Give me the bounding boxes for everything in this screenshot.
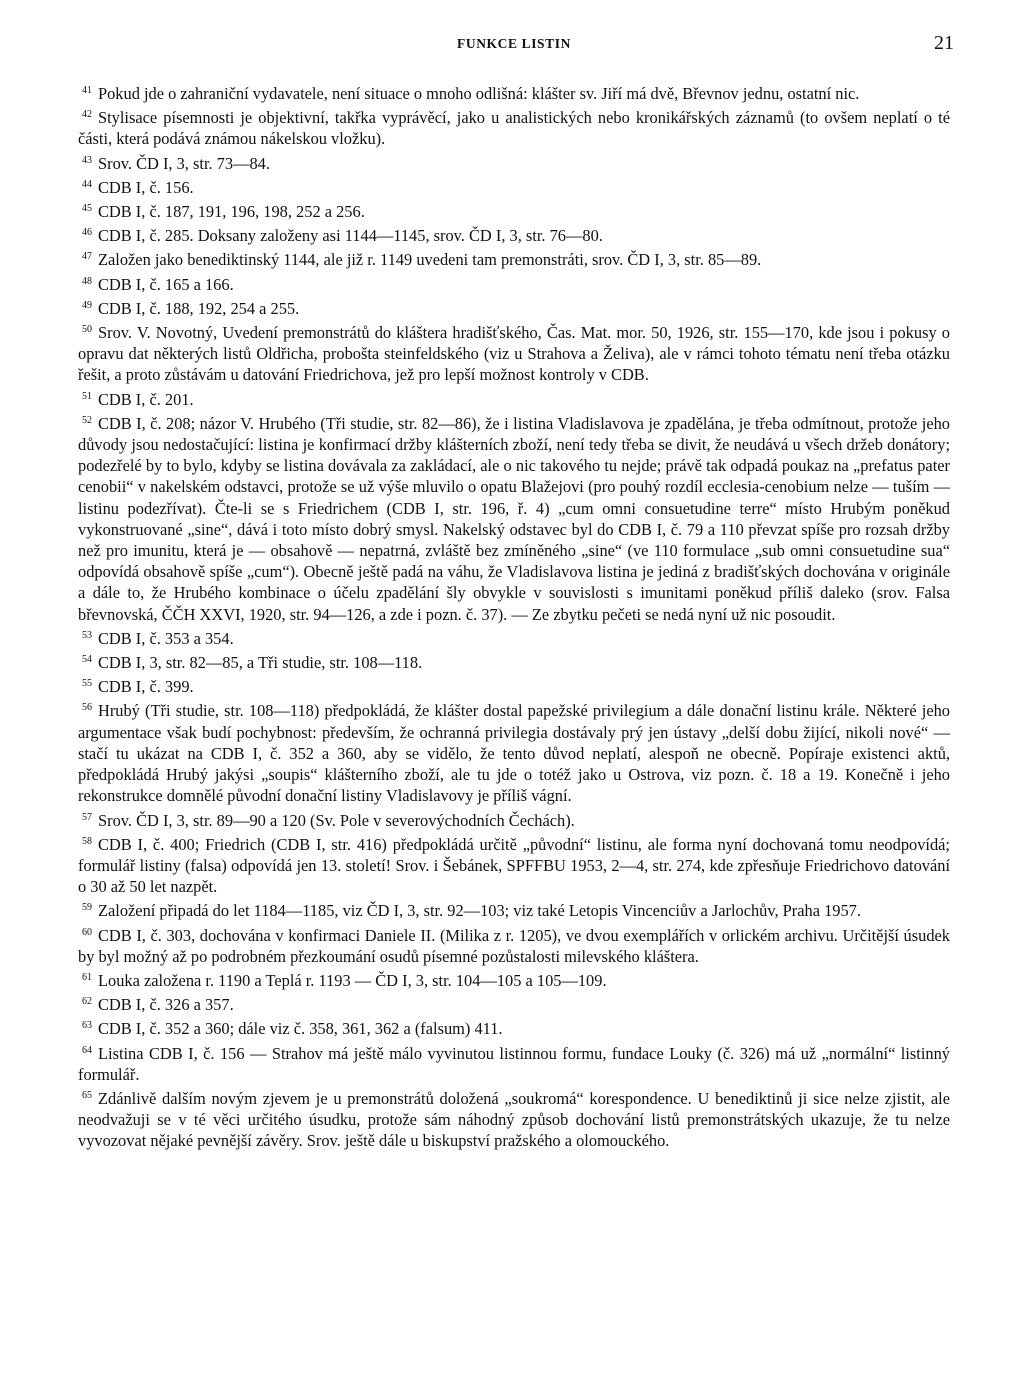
footnote-number: 47 — [82, 251, 92, 263]
footnote-number: 43 — [82, 154, 92, 166]
footnote-42 — [78, 104, 950, 149]
footnote-text: Listina CDB I, č. 156 — Strahov má ještě málo vyvinutou listinnou formu, fundace Louky (č. 326) má už „normální“ listinný formulář. — [78, 1043, 950, 1084]
footnote-60 — [78, 922, 950, 967]
footnote-55 — [78, 673, 950, 697]
footnote-65 — [78, 1085, 950, 1152]
footnote-text: Pokud jde o zahraniční vydavatele, není situace o mnoho odlišná: klášter sv. Jiří má dvě, Břevnov jednu, ostatní nic. — [98, 84, 860, 103]
footnote-text: CDB I, č. 326 a 357. — [98, 995, 234, 1015]
footnote-number: 41 — [82, 85, 92, 96]
footnotes — [78, 80, 950, 1152]
footnote-63 — [78, 1015, 950, 1039]
footnote-number: 62 — [82, 996, 92, 1008]
page — [78, 32, 954, 1152]
footnote-text: Založení připadá do let 1184—1185, viz ČD I, 3, str. 92—103; viz také Letopis Vincenciův a Jarlochův, Praha 1957. — [98, 901, 861, 921]
footnote-number: 55 — [82, 678, 92, 690]
footnote-number: 63 — [82, 1020, 92, 1032]
footnote-text: Louka založena r. 1190 a Teplá r. 1193 — ČD I, 3, str. 104—105 a 105—109. — [98, 970, 607, 990]
footnote-text: CDB I, č. 208; názor V. Hrubého (Tři studie, str. 82—86), že i listina Vladislavova je zpadělána, je třeba odmítnout, protože jeho důvody jsou nedostačující: listina je konfirmací držby klášterních zboží, není tedy třeba se divit, že neudává u všech držeb donátory; podezřelé by to bylo, kdyby se listina dovávala za zakládací, ale o nic takového tu nejde; právě tak odpadá poukaz na „prefatus pater cenobii“ v nakelském odstavci, protože se už výše mluvilo o opatu Blažejovi (pro pouhý rozdíl ecclesia-cenobium nelze — tuším — listinu podezřívat). Čte-li se s Friedrichem (CDB I, str. 196, ř. 4) „cum omni consuetudine terre“ místo Hrubým poněkud vykonstruované „sine“, dává i toto místo dobrý smysl. Nakelský odstavec byl do CDB I, č. 79 a 110 převzat spíše pro rozsah držby než pro imunitu, která je — obsahově — nepatrná, zvláště bez zmíněného „sine“ (ve 110 formulace „sub omni consuetudine sua“ odpovídá obsahově spíše „cum“). Obecně ještě padá na váhu, že Vladislavova listina je jediná z bradišťských dochována v originále a dále to, že Hrubého kombinace o účelu zpadělání šly obvykle v souvislosti s imunitami poněkud příliš daleko (srov. Falsa břevnovská, ČČH XXVI, 1920, str. 94—126, a zde i pozn. č. 37). — Ze zbytku pečeti se nedá nyní už nic posoudit. — [78, 413, 950, 624]
footnote-text: CDB I, č. 165 a 166. — [98, 274, 234, 294]
footnote-text: CDB I, č. 400; Friedrich (CDB I, str. 416) předpokládá určitě „původní“ listinu, ale forma nyní dochovaná tomu neodpovídá; formulář listiny (falsa) odpovídá jen 13. století! Srov. i Šebánek, SPFFBU 1953, 2—4, str. 274, kde zpřesňuje Friedrichovo datování o 30 až 50 let nazpět. — [78, 834, 950, 897]
footnote-number: 53 — [82, 629, 92, 641]
footnote-text: Zdánlivě dalším novým zjevem je u premonstrátů doložená „soukromá“ korespondence. U benediktinů ji sice nelze zjistit, ale neodvažuji se v té věci určitého úsudku, protože sám náhodný způsob dochování listů premonstrátských ukazuje, že tu nelze vyvozovat nějaké pevnější závěry. Srov. ještě dále u biskupství pražského a olomouckého. — [78, 1088, 950, 1151]
footnote-number: 50 — [82, 324, 92, 336]
footnote-text: CDB I, č. 285. Doksany založeny asi 1144—1145, srov. ČD I, 3, str. 76—80. — [98, 226, 603, 246]
footnote-46 — [78, 222, 950, 246]
footnote-text: CDB I, č. 201. — [98, 389, 194, 409]
footnote-41 — [78, 80, 950, 104]
footnote-text: CDB I, č. 353 a 354. — [98, 628, 234, 648]
footnote-58 — [78, 831, 950, 898]
footnote-number: 45 — [82, 203, 92, 215]
footnote-59 — [78, 897, 950, 921]
page-number: 21 — [934, 32, 954, 54]
footnote-62 — [78, 991, 950, 1015]
footnote-number: 42 — [82, 109, 92, 121]
footnote-number: 52 — [82, 414, 92, 426]
footnote-text: Srov. ČD I, 3, str. 89—90 a 120 (Sv. Pole v severovýchodních Čechách). — [98, 810, 575, 830]
footnote-number: 44 — [82, 178, 92, 190]
footnote-56 — [78, 697, 950, 806]
footnote-number: 61 — [82, 971, 92, 983]
footnote-text: CDB I, č. 352 a 360; dále viz č. 358, 361, 362 a (falsum) 411. — [98, 1019, 503, 1039]
footnote-64 — [78, 1040, 950, 1085]
footnote-text: CDB I, č. 303, dochována v konfirmaci Daniele II. (Milika z r. 1205), ve dvou exemplářích v orlickém archivu. Určitější úsudek by byl možný až po podrobném přezkoumání osudů písemné pozůstalosti milevského kláštera. — [78, 925, 950, 966]
footnote-45 — [78, 198, 950, 222]
footnote-54 — [78, 649, 950, 673]
footnote-text: Srov. ČD I, 3, str. 73—84. — [98, 153, 270, 173]
footnote-number: 56 — [82, 702, 92, 714]
footnote-number: 54 — [82, 654, 92, 666]
footnote-text: CDB I, č. 399. — [98, 677, 194, 697]
footnote-text: CDB I, č. 188, 192, 254 a 255. — [98, 298, 300, 318]
footnote-number: 48 — [82, 275, 92, 287]
page-header — [78, 32, 954, 62]
footnote-43 — [78, 150, 950, 174]
footnote-text: CDB I, č. 187, 191, 196, 198, 252 a 256. — [98, 202, 365, 222]
footnote-text: Stylisace písemnosti je objektivní, takřka vyprávěcí, jako u analistických nebo kronikářských záznamů (to ovšem neplatí o té části, která podává známou nákelskou vložku). — [78, 108, 950, 149]
footnote-50 — [78, 319, 950, 386]
footnote-57 — [78, 807, 950, 831]
running-head: FUNKCE LISTIN — [457, 36, 571, 51]
footnote-53 — [78, 625, 950, 649]
footnote-number: 49 — [82, 299, 92, 311]
footnote-number: 65 — [82, 1089, 92, 1101]
footnote-51 — [78, 386, 950, 410]
footnote-number: 64 — [82, 1044, 92, 1056]
footnote-number: 59 — [82, 902, 92, 914]
footnote-number: 58 — [82, 835, 92, 847]
footnote-number: 51 — [82, 390, 92, 402]
footnote-number: 60 — [82, 926, 92, 938]
footnote-61 — [78, 967, 950, 991]
footnote-text: Hrubý (Tři studie, str. 108—118) předpokládá, že klášter dostal papežské privilegium a dále donační listinu krále. Některé jeho argumentace však budí pochybnost: především, že ochranná privilegia dostávaly prý jen ústavy „delší dobu žijící, nikoli nové“ — stačí tu ukázat na CDB I, č. 352 a 360, aby se vidělo, že tento důvod neplatí, alespoň ne obecně. Popíraje existenci aktů, předpokládá Hrubý jakýsi „soupis“ klášterního zboží, ale tu jde o totéž jako u Ostrova, viz pozn. č. 18 a 19. Konečně i jeho rekonstrukce domnělé původní donační listiny Vladislavovy je příliš vágní. — [78, 701, 950, 806]
footnote-text: Srov. V. Novotný, Uvedení premonstrátů do kláštera hradišťského, Čas. Mat. mor. 50, 1926, str. 155—170, kde jsou i pokusy o opravu dat některých listů Oldřicha, probošta steinfeldského (viz u Strahova a Želiva), ale v rámci tohoto tématu není třeba otázku řešit, a proto zůstávám u datování Friedrichova, jež pro lepší možnost kontroly v CDB. — [78, 323, 950, 385]
footnote-47 — [78, 246, 950, 270]
footnote-52 — [78, 410, 950, 625]
footnote-44 — [78, 174, 950, 198]
footnote-number: 57 — [82, 811, 92, 823]
footnote-49 — [78, 295, 950, 319]
footnote-text: CDB I, 3, str. 82—85, a Tři studie, str. 108—118. — [98, 653, 423, 673]
footnote-48 — [78, 271, 950, 295]
footnote-text: CDB I, č. 156. — [98, 177, 194, 197]
footnote-number: 46 — [82, 227, 92, 239]
footnote-text: Založen jako benediktinský 1144, ale již r. 1149 uvedeni tam premonstráti, srov. ČD I, 3, str. 85—89. — [98, 250, 762, 270]
